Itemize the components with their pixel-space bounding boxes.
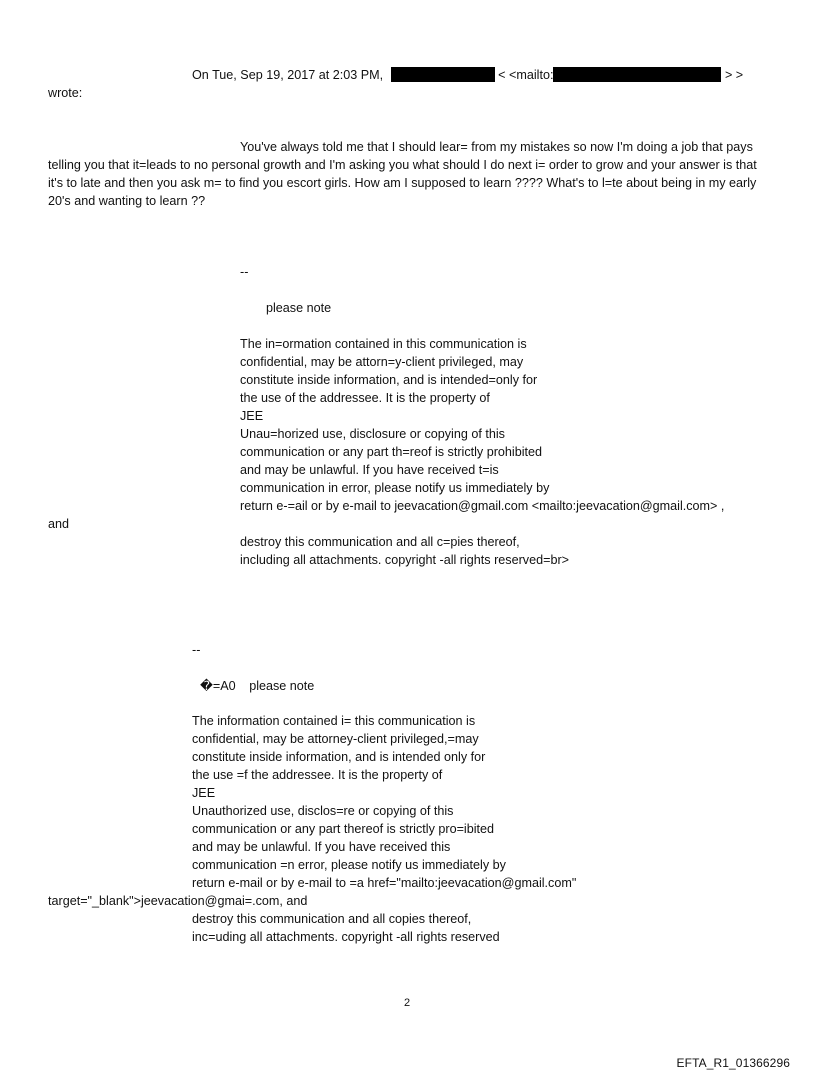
signature-separator: -- xyxy=(240,265,249,279)
redaction-bar xyxy=(391,67,495,82)
disclaimer-line: constitute inside information, and is intended only for xyxy=(192,750,486,764)
disclaimer-line: communication =n error, please notify us immediately by xyxy=(192,858,506,872)
disclaimer-line: and may be unlawful. If you have received t=is xyxy=(240,463,499,477)
message-body: You've always told me that I should lear= from my mistakes so now I'm doing a job that pays telling you that it=leads to no personal growth and I'm asking you what should I do next i= order to grow and your answer is that it's to late and then you ask m= to find you escort girls. How am I supposed to learn ???? What's to l=te about being in my early 20's and wanting to learn ?? xyxy=(48,140,757,208)
disclaimer-line: and may be unlawful. If you have received this xyxy=(192,840,451,854)
header-mailto-close: > > xyxy=(724,68,744,82)
encoding-artifact: �=A0 xyxy=(200,679,236,693)
signature-separator: -- xyxy=(192,643,201,657)
email-header-line xyxy=(192,66,743,84)
disclaimer-line: communication or any part th=reof is strictly prohibited xyxy=(240,445,543,459)
disclaimer-line: Unauthorized use, disclos=re or copying of this xyxy=(192,804,454,818)
disclaimer-block xyxy=(192,712,576,892)
disclaimer-wrap: and xyxy=(48,517,70,531)
header-mailto-open: < <mailto: xyxy=(498,68,554,82)
disclaimer-line: JEE xyxy=(192,786,216,800)
disclaimer-line: confidential, may be attorn=y-client privileged, may xyxy=(240,355,524,369)
disclaimer-line: JEE xyxy=(240,409,264,423)
disclaimer-line: communication in error, please notify us immediately by xyxy=(240,481,550,495)
please-note-line xyxy=(200,677,314,695)
header-date: On Tue, Sep 19, 2017 at 2:03 PM, xyxy=(192,68,384,82)
document-id: EFTA_R1_01366296 xyxy=(676,1056,790,1070)
disclaimer-tail xyxy=(240,533,569,569)
disclaimer-line: The in=ormation contained in this communication is xyxy=(240,337,527,351)
please-note-heading: please note xyxy=(266,301,332,315)
disclaimer-line: including all attachments. copyright -all rights reserved=br> xyxy=(240,553,569,567)
please-note-heading: please note xyxy=(249,679,315,693)
page-number: 2 xyxy=(404,997,411,1009)
header-wrote: wrote: xyxy=(48,86,83,100)
disclaimer-block xyxy=(240,335,724,515)
disclaimer-wrap: target="_blank">jeevacation@gmai=.com, and xyxy=(48,894,308,908)
disclaimer-line: destroy this communication and all copies thereof, xyxy=(192,912,472,926)
disclaimer-line: destroy this communication and all c=pies thereof, xyxy=(240,535,520,549)
disclaimer-tail xyxy=(192,910,500,946)
disclaimer-line: the use =f the addressee. It is the property of xyxy=(192,768,443,782)
disclaimer-line: inc=uding all attachments. copyright -all rights reserved xyxy=(192,930,500,944)
disclaimer-line: return e-mail or by e-mail to =a href="mailto:jeevacation@gmail.com" xyxy=(192,876,577,890)
disclaimer-line: the use of the addressee. It is the property of xyxy=(240,391,490,405)
redaction-bar xyxy=(553,67,721,82)
disclaimer-line: Unau=horized use, disclosure or copying of this xyxy=(240,427,505,441)
disclaimer-line: return e-=ail or by e-mail to jeevacation@gmail.com <mailto:jeevacation@gmail.com> , xyxy=(240,499,725,513)
disclaimer-line: The information contained i= this communication is xyxy=(192,714,476,728)
disclaimer-line: communication or any part thereof is strictly pro=ibited xyxy=(192,822,495,836)
disclaimer-line: confidential, may be attorney-client privileged,=may xyxy=(192,732,479,746)
disclaimer-line: constitute inside information, and is intended=only for xyxy=(240,373,538,387)
